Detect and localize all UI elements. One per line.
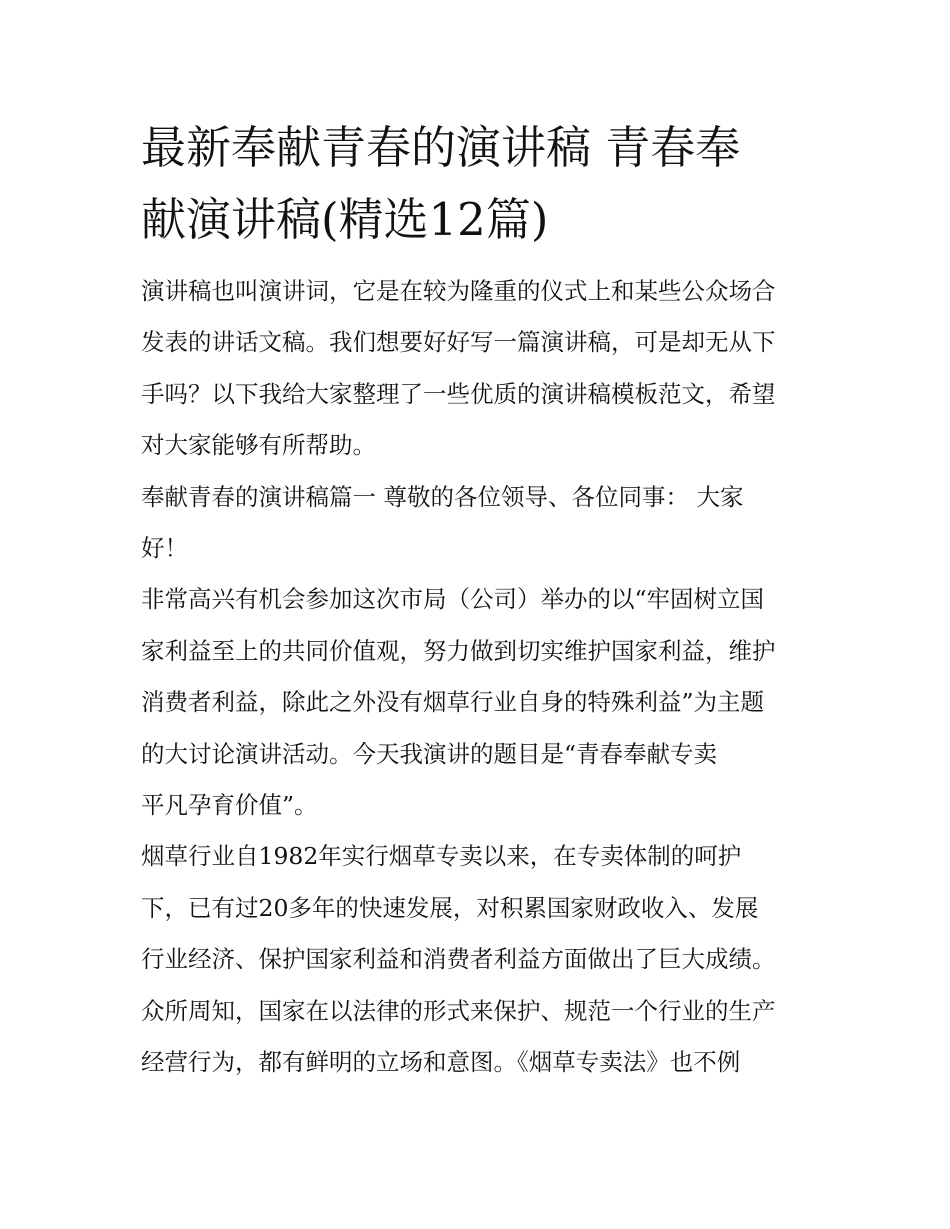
speech-topic-paragraph bbox=[141, 574, 813, 831]
text-line: 消费者利益，除此之外没有烟草行业自身的特殊利益”为主题 bbox=[141, 688, 765, 717]
speech-greeting-paragraph bbox=[141, 472, 813, 575]
text-line: 对大家能够有所帮助。 bbox=[141, 431, 376, 460]
text-line: 家利益至上的共同价值观，努力做到切实维护国家利益，维护 bbox=[141, 636, 776, 665]
document-title bbox=[141, 112, 813, 256]
text-line: 手吗？以下我给大家整理了一些优质的演讲稿模板范文，希望 bbox=[141, 379, 776, 408]
text-line: 奉献青春的演讲稿篇一 尊敬的各位领导、各位同事： 大家 bbox=[141, 482, 744, 511]
text-line: 平凡孕育价值”。 bbox=[141, 791, 318, 820]
text-line: 行业经济、保护国家利益和消费者利益方面做出了巨大成绩。 bbox=[141, 945, 776, 974]
text-line: 下，已有过20多年的快速发展，对积累国家财政收入、发展 bbox=[141, 893, 759, 922]
text-line: 非常高兴有机会参加这次市局（公司）举办的以“牢固树立国 bbox=[141, 585, 765, 614]
text-line: 烟草行业自1982年实行烟草专卖以来，在专卖体制的呵护 bbox=[141, 842, 742, 871]
text-line: 的大讨论演讲活动。今天我演讲的题目是“青春奉献专卖 bbox=[141, 739, 718, 768]
text-line: 演讲稿也叫演讲词，它是在较为隆重的仪式上和某些公众场合 bbox=[141, 277, 776, 305]
text-line: 发表的讲话文稿。我们想要好好写一篇演讲稿，可是却无从下 bbox=[141, 328, 776, 357]
title-line: 最新奉献青春的演讲稿 青春奉 bbox=[141, 121, 741, 174]
industry-history-paragraph bbox=[141, 831, 813, 1088]
text-line: 众所周知，国家在以法律的形式来保护、规范一个行业的生产 bbox=[141, 996, 776, 1025]
intro-paragraph bbox=[141, 266, 813, 472]
text-line: 经营行为，都有鲜明的立场和意图。《烟草专卖法》也不例 bbox=[141, 1048, 741, 1077]
title-line: 献演讲稿(精选12篇) bbox=[141, 193, 549, 246]
document-body bbox=[141, 112, 813, 1089]
text-line: 好！ bbox=[141, 534, 188, 563]
